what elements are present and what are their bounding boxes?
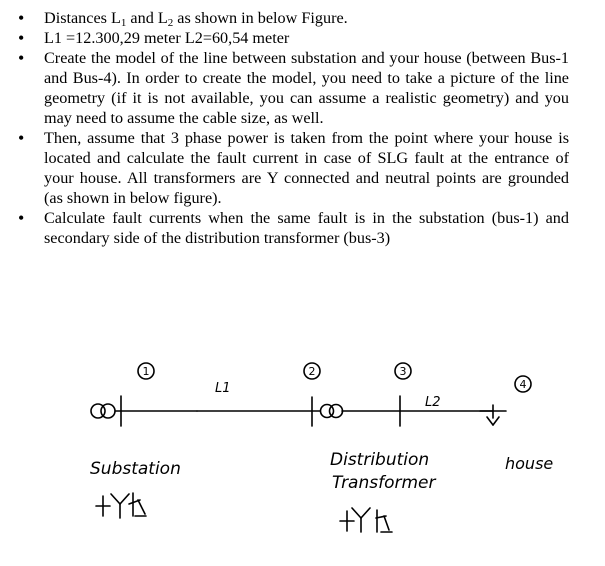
problem-bullet-list	[0, 8, 605, 248]
bus-2-label: 2	[308, 365, 316, 378]
bullet-line-lengths: • L1 =12.300,29 meter L2=60,54 meter	[0, 28, 605, 48]
distances-post: as shown in below Figure.	[173, 9, 348, 27]
bus-1-label: 1	[142, 365, 150, 378]
subscript-1: 1	[120, 17, 127, 29]
house-load-arrow	[480, 405, 506, 425]
substation-transformer-symbol	[91, 396, 197, 426]
subscript-2: 2	[167, 17, 174, 29]
transformer-label-line1: Distribution	[330, 450, 430, 470]
bus-4-label: 4	[519, 378, 527, 391]
bullet-slg-fault: • Then, assume that 3 phase power is taken from the point where your house is located and calculate the fault current in case of SLG fault at the entrance of your house. All transformers are Y connected and neutral points are grounded (as shown in below figure).	[0, 128, 605, 208]
distances-pre: Distances L	[44, 9, 121, 27]
line-l1-label: L1	[215, 381, 231, 396]
bullet-create-model: • Create the model of the line between substation and your house (between Bus-1 and Bus-4). In order to create the model, you need to take a picture of the line geometry (if it is not available, you can assume a realistic geometry) and you may need to assume the cable size, as well.	[0, 48, 605, 128]
substation-label: Substation	[90, 459, 181, 479]
transformer-grounded-wye-symbol	[340, 508, 392, 532]
distribution-transformer-symbol	[197, 405, 493, 418]
house-label: house	[505, 454, 554, 473]
line-l2-label: L2	[425, 395, 441, 410]
bullet-other-faults: • Calculate fault currents when the same fault is in the substation (bus-1) and secondary side of the distribution transformer (bus-3)	[0, 208, 605, 248]
distances-mid: and L	[126, 9, 168, 27]
one-line-diagram	[0, 340, 605, 566]
bus-3-label: 3	[399, 365, 407, 378]
bullet-distances	[0, 8, 605, 28]
substation-grounded-wye-symbol	[96, 493, 146, 518]
transformer-label-line2: Transformer	[332, 473, 436, 493]
